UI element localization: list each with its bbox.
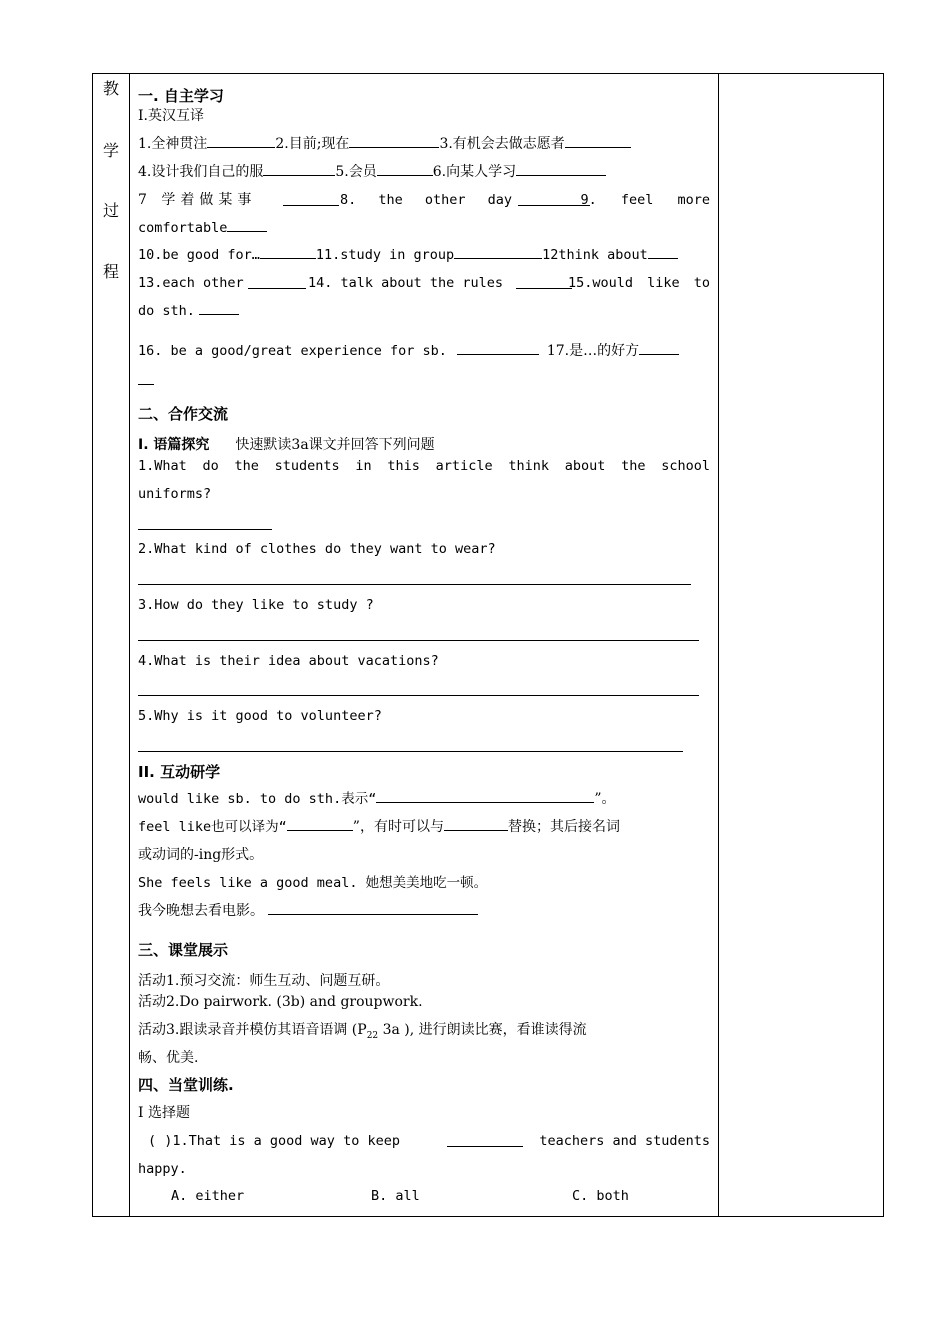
section-1-heading: 一. 自主学习: [138, 87, 224, 105]
answer-blank[interactable]: [199, 302, 239, 315]
answer-blank[interactable]: [138, 372, 154, 385]
vocab-item: 14. talk about the rules: [308, 275, 504, 291]
grammar-text: ”。: [594, 791, 616, 807]
activity-item: 活动2.Do pairwork. (3b) and groupwork.: [138, 994, 423, 1010]
section-2-heading: 二、合作交流: [138, 405, 229, 423]
side-label-char: 过: [102, 201, 119, 220]
question-stem: teachers and students: [539, 1133, 710, 1149]
vocab-item: 8. the other day: [340, 192, 513, 208]
vocab-row-7: [138, 302, 710, 320]
subheading-label: I. 语篇探究: [138, 437, 210, 453]
subheading-instruction: 快速默读3a课文并回答下列问题: [235, 437, 435, 453]
answer-line[interactable]: [138, 640, 699, 641]
answer-blank[interactable]: [376, 790, 594, 803]
section-3-heading: 三、课堂展示: [138, 941, 229, 959]
vocab-row-2: [138, 163, 710, 181]
reading-question: 3.How do they like to study ?: [138, 597, 374, 613]
section-4-subheading: Ⅰ 选择题: [138, 1105, 190, 1121]
reading-question: 4.What is their idea about vacations?: [138, 653, 439, 669]
vocab-item: 2.目前;现在: [275, 136, 350, 152]
answer-blank[interactable]: [518, 193, 590, 206]
column-divider-right: [718, 74, 719, 1216]
vocab-row-5: [138, 246, 710, 264]
answer-blank[interactable]: [516, 163, 606, 176]
activity-text: 3a ), 进行朗读比赛，看谁读得流: [378, 1022, 587, 1038]
vocab-item: 9. feel more: [580, 192, 710, 208]
reading-question: 5.Why is it good to volunteer?: [138, 708, 382, 724]
side-label-char: 教: [102, 79, 119, 98]
vocab-item: 7 学着做某事: [138, 192, 257, 208]
grammar-example: She feels like a good meal. 她想美美地吃一顿。: [138, 875, 488, 891]
answer-blank[interactable]: [639, 342, 679, 355]
grammar-text: 我今晚想去看电影。: [138, 903, 264, 919]
vocab-item: 15.would like to: [567, 275, 710, 291]
vocab-item: 16. be a good/great experience for sb.: [138, 343, 447, 359]
grammar-text: feel like也可以译为“: [138, 819, 287, 835]
option-b[interactable]: B. all: [371, 1188, 420, 1204]
vocab-item: 13.each other: [138, 275, 244, 291]
answer-blank[interactable]: [287, 818, 353, 831]
answer-line[interactable]: [138, 695, 699, 696]
vocab-item: 4.设计我们自己的服: [138, 164, 264, 180]
vocab-item: 1.全神贯注: [138, 136, 208, 152]
option-a[interactable]: A. either: [171, 1188, 245, 1204]
answer-blank[interactable]: [565, 135, 631, 148]
interactive-study-heading: II. 互动研学: [138, 763, 221, 781]
grammar-exercise: [138, 902, 710, 920]
answer-blank[interactable]: [207, 135, 275, 148]
vocab-row-1: [138, 135, 710, 153]
answer-blank[interactable]: [263, 163, 335, 176]
activity-item: [138, 1021, 710, 1045]
reading-question: 2.What kind of clothes do they want to wear?: [138, 541, 496, 557]
answer-blank[interactable]: [447, 1134, 523, 1147]
answer-blank[interactable]: [283, 193, 339, 206]
grammar-line: [138, 818, 710, 836]
reading-question: 1.What do the students in this article think about the school: [138, 458, 710, 474]
answer-blank[interactable]: [248, 276, 306, 289]
grammar-text: 替换；其后接名词: [507, 819, 620, 835]
side-label-char: 学: [102, 141, 119, 160]
section-1-subheading: I.英汉互译: [138, 108, 204, 124]
answer-blank[interactable]: [457, 342, 539, 355]
vocab-item: 11.study in group: [315, 247, 455, 263]
vocab-item: 10.be good for…: [138, 247, 260, 263]
answer-blank[interactable]: [648, 246, 678, 259]
answer-blank[interactable]: [260, 246, 316, 259]
vocab-item: 3.有机会去做志愿者: [439, 136, 565, 152]
vocab-item: do sth.: [138, 303, 195, 319]
answer-line[interactable]: [138, 751, 683, 752]
grammar-line: [138, 790, 710, 808]
vocab-row-4: [138, 219, 710, 237]
grammar-text: would like sb. to do sth.表示“: [138, 791, 377, 807]
option-c[interactable]: C. both: [572, 1188, 629, 1204]
side-label-char: 程: [102, 262, 119, 281]
vocab-item: 12think about: [542, 247, 648, 263]
lesson-table: [92, 73, 884, 1217]
section-4-heading: 四、当堂训练.: [138, 1076, 234, 1094]
answer-blank[interactable]: [444, 818, 508, 831]
question-stem: ( )1.That is a good way to keep: [148, 1133, 400, 1149]
activity-text: 活动3.跟读录音并模仿其语音语调 (P: [138, 1022, 367, 1038]
vocab-item: 5.会员: [335, 164, 377, 180]
answer-blank[interactable]: [377, 163, 433, 176]
question-stem: happy.: [138, 1161, 187, 1177]
answer-line[interactable]: [138, 529, 272, 530]
answer-line[interactable]: [138, 584, 691, 585]
section-2-subheading: [138, 436, 710, 454]
answer-blank[interactable]: [349, 135, 439, 148]
page-subscript: 22: [366, 1030, 379, 1041]
answer-blank[interactable]: [227, 219, 267, 232]
answer-blank[interactable]: [268, 902, 478, 915]
grammar-text: 或动词的-ing形式。: [138, 847, 264, 863]
activity-text: 畅、优美.: [138, 1050, 199, 1066]
vocab-item: 17.是…的好方: [546, 343, 640, 359]
reading-question-cont: uniforms?: [138, 486, 212, 502]
answer-blank[interactable]: [516, 276, 572, 289]
vocab-item: comfortable: [138, 220, 228, 236]
answer-blank[interactable]: [454, 246, 542, 259]
column-divider-left: [129, 74, 130, 1216]
grammar-text: ”，有时可以与: [352, 819, 444, 835]
vocab-item: 6.向某人学习: [432, 164, 517, 180]
activity-item: 活动1.预习交流：师生互动、问题互研。: [138, 973, 390, 989]
vocab-row-8: [138, 342, 710, 360]
